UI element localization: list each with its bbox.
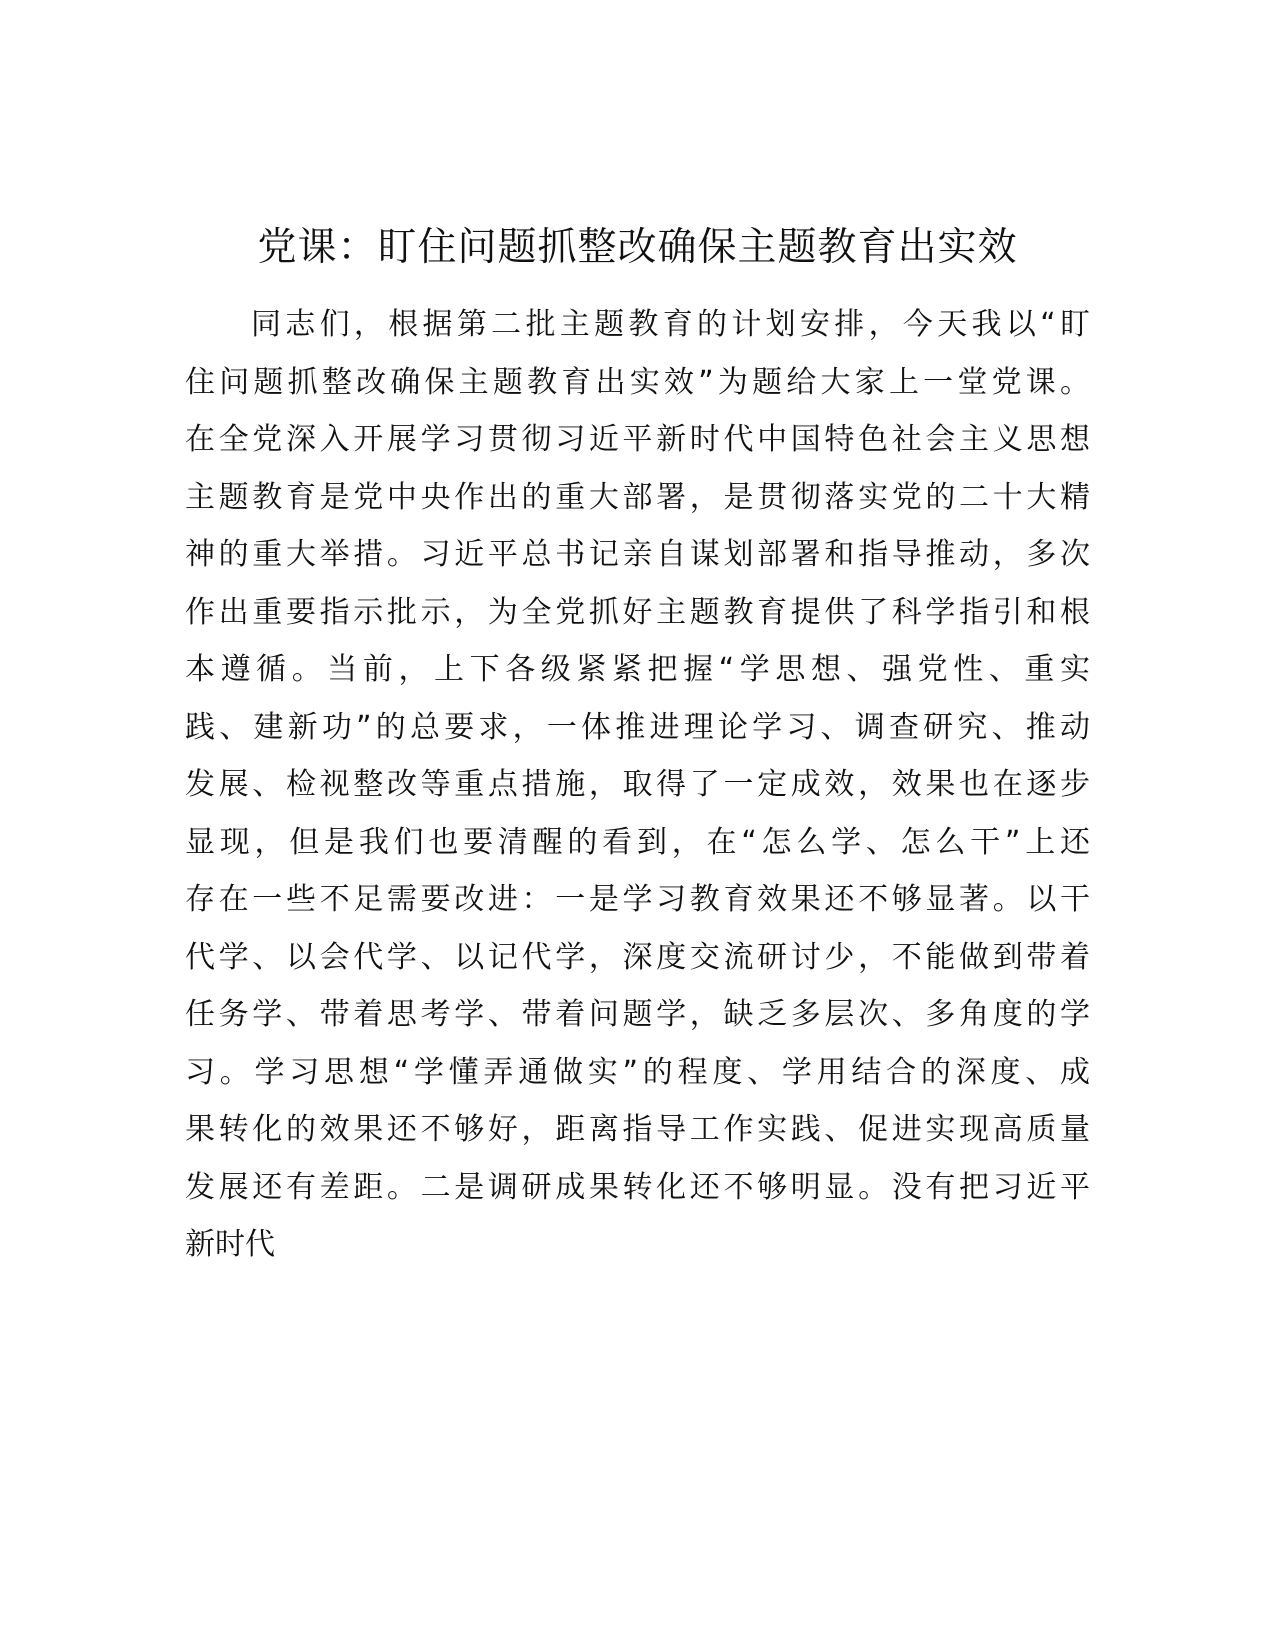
body-line: 本遵循。当前，上下各级紧紧把握“学思想、强党性、重实 (185, 652, 1090, 687)
body-line: 任务学、带着思考学、带着问题学，缺乏多层次、多角度的学 (185, 997, 1090, 1032)
body-line: 在全党深入开展学习贯彻习近平新时代中国特色社会主义思想 (185, 422, 1090, 457)
body-line: 作出重要指示批示，为全党抓好主题教育提供了科学指引和根 (185, 594, 1090, 630)
body-line: 神的重大举措。习近平总书记亲自谋划部署和指导推动，多次 (185, 537, 1090, 572)
body-line: 习。学习思想“学懂弄通做实”的程度、学用结合的深度、成 (185, 1054, 1090, 1090)
body-line: 住问题抓整改确保主题教育出实效”为题给大家上一堂党课。 (185, 364, 1090, 400)
body-line: 显现，但是我们也要清醒的看到，在“怎么学、怎么干”上还 (185, 824, 1090, 860)
body-line: 代学、以会代学、以记代学，深度交流研讨少，不能做到带着 (185, 939, 1090, 975)
body-line: 同志们，根据第二批主题教育的计划安排，今天我以“盯 (251, 307, 1090, 342)
body-line: 新时代 (185, 1227, 275, 1262)
document-body (185, 296, 1090, 1274)
body-line: 发展、检视整改等重点措施，取得了一定成效，效果也在逐步 (185, 767, 1090, 802)
document-title: 党课：盯住问题抓整改确保主题教育出实效 (257, 225, 1018, 270)
body-line: 践、建新功”的总要求，一体推进理论学习、调查研究、推动 (185, 709, 1090, 745)
body-line: 主题教育是党中央作出的重大部署，是贯彻落实党的二十大精 (185, 479, 1090, 515)
body-line: 果转化的效果还不够好，距离指导工作实践、促进实现高质量 (185, 1112, 1090, 1147)
body-line: 发展还有差距。二是调研成果转化还不够明显。没有把习近平 (185, 1169, 1090, 1205)
body-line: 存在一些不足需要改进：一是学习教育效果还不够显著。以干 (185, 882, 1090, 917)
